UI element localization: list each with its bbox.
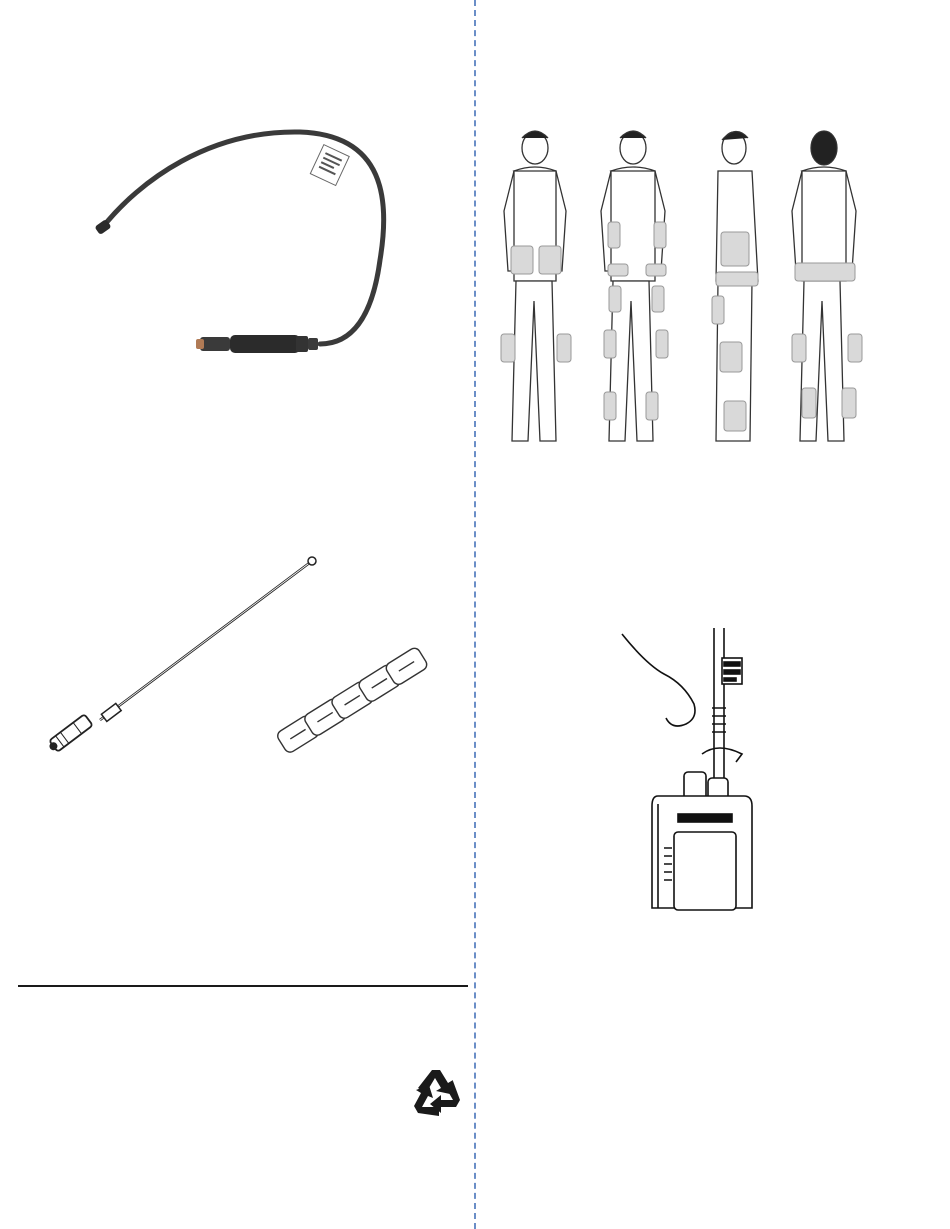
flex-antenna-illustration — [80, 120, 410, 360]
body-placement-illustration — [494, 126, 869, 461]
column-divider — [474, 0, 476, 1229]
figure-front-vest — [504, 131, 566, 441]
label-strip-illustration — [262, 628, 442, 768]
recycle-icon — [410, 1066, 464, 1120]
section-rule — [18, 985, 468, 987]
antenna-installation-illustration — [618, 628, 753, 918]
